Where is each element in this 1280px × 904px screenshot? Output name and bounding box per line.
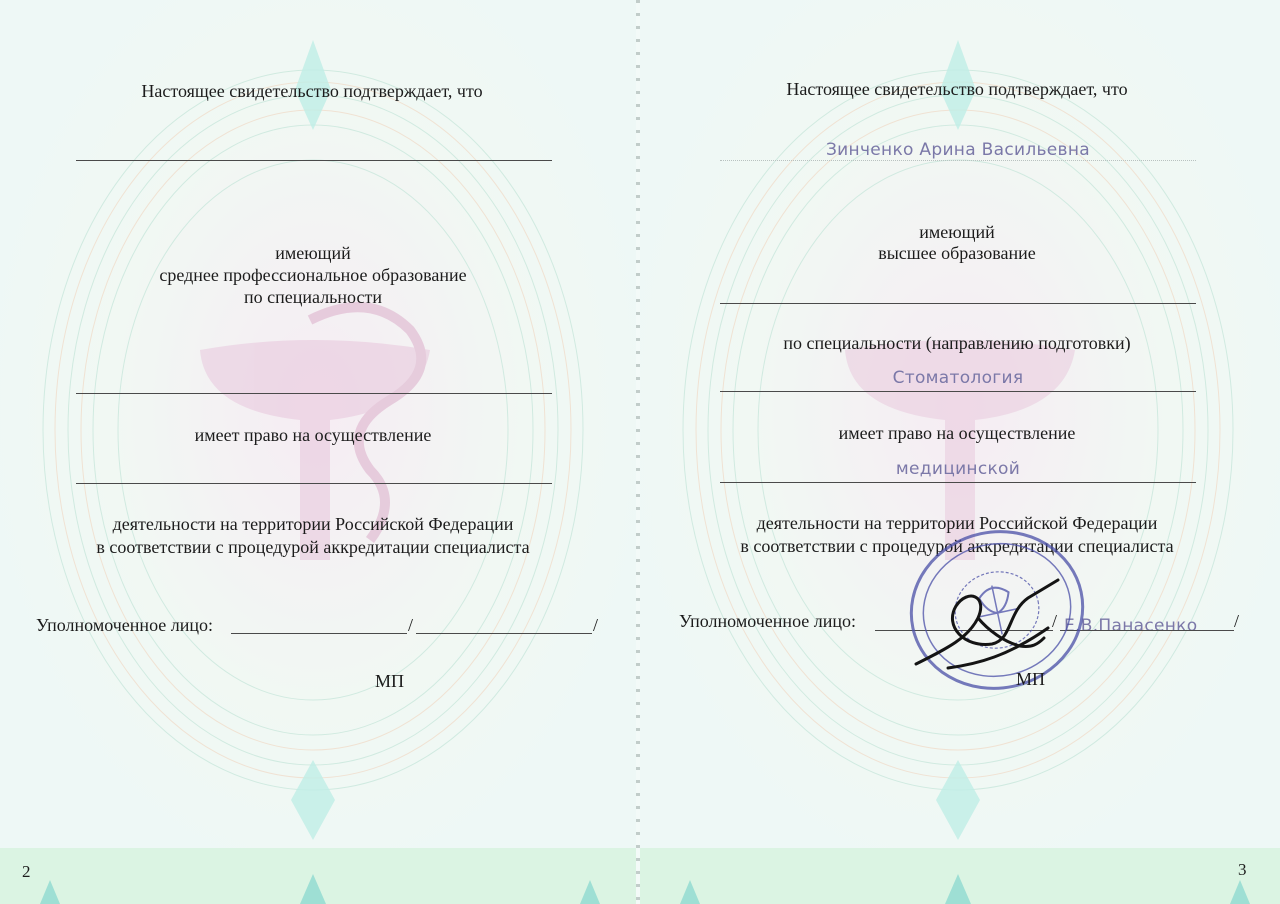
specialty-value: Стоматология (892, 368, 1024, 388)
activity-line-1: деятельности на территории Российской Федерации (756, 513, 1158, 533)
seal-label: МП (375, 671, 405, 691)
right-page (640, 0, 1280, 904)
right-label: имеет право на осуществление (194, 425, 432, 445)
separator-slash: / (408, 615, 414, 635)
page-number: 2 (22, 862, 31, 881)
activity-line (76, 483, 552, 484)
left-page (0, 0, 636, 904)
activity-value: медицинской (895, 459, 1021, 479)
separator-slash: / (1052, 611, 1058, 631)
certifies-heading: Настоящее свидетельство подтверждает, что (786, 79, 1128, 99)
activity-line (720, 482, 1196, 483)
seal-label: МП (1016, 669, 1046, 689)
activity-line-2: в соответствии с процедурой аккредитации специалиста (96, 537, 530, 557)
having-label: имеющий (275, 243, 351, 263)
specialty-label: по специальности (направлению подготовки) (783, 333, 1131, 353)
signatory-name: Е.В.Панасенко (1064, 616, 1198, 636)
separator-slash: / (1234, 611, 1240, 631)
right-label: имеет право на осуществление (838, 423, 1076, 443)
name-line (720, 160, 1196, 161)
signature (908, 568, 1068, 678)
security-background-right (640, 0, 1280, 904)
education-line: высшее образование (878, 243, 1036, 263)
page-number: 3 (1238, 860, 1247, 879)
security-background-left (0, 0, 636, 904)
activity-line-2: в соответствии с процедурой аккредитации специалиста (740, 536, 1174, 556)
certifies-heading: Настоящее свидетельство подтверждает, что (141, 81, 483, 101)
education-line: среднее профессиональное образование (159, 265, 467, 285)
authorized-label: Уполномоченное лицо: (679, 611, 857, 631)
holder-name: Зинченко Арина Васильевна (825, 140, 1091, 160)
education-line-rule (720, 303, 1196, 304)
activity-line-1: деятельности на территории Российской Федерации (112, 514, 514, 534)
authorized-label: Уполномоченное лицо: (36, 615, 214, 635)
specialty-label: по специальности (244, 287, 382, 307)
specialty-line (76, 393, 552, 394)
separator-slash: / (593, 615, 599, 635)
having-label: имеющий (919, 222, 995, 242)
name-signature-line (416, 633, 592, 634)
specialty-line (720, 391, 1196, 392)
signature-line (231, 633, 407, 634)
name-line (76, 160, 552, 161)
